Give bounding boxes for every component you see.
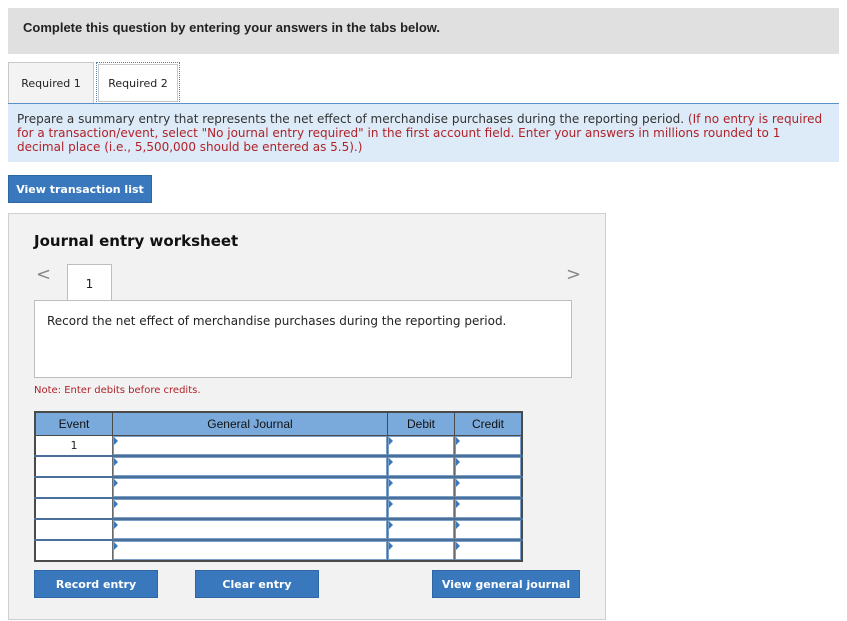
clear-entry-button[interactable]: Clear entry — [195, 570, 319, 598]
debit-input[interactable] — [388, 456, 455, 477]
worksheet-page-tab[interactable]: 1 — [67, 264, 112, 302]
instructions-box — [8, 104, 839, 162]
instructions-note: (If no entry is required for a transaction/event, select "No journal entry required" in the first account field. Enter your answers in millions rounded to 1 decimal place (i.e., 5,500,000 should be entered as 5.5).) — [17, 112, 823, 154]
instruction-banner: Complete this question by entering your answers in the tabs below. — [8, 8, 839, 54]
event-cell — [35, 498, 113, 519]
table-row — [35, 519, 522, 540]
credit-input[interactable] — [455, 519, 523, 540]
credit-input[interactable] — [455, 498, 523, 519]
event-cell: 1 — [35, 436, 113, 457]
entry-description: Record the net effect of merchandise purchases during the reporting period. — [34, 300, 572, 378]
account-input[interactable] — [113, 498, 388, 519]
credit-input[interactable] — [455, 456, 523, 477]
event-cell — [35, 477, 113, 498]
table-row — [35, 498, 522, 519]
account-input[interactable] — [113, 519, 388, 540]
chevron-right-icon[interactable]: > — [566, 264, 582, 285]
table-row — [35, 456, 522, 477]
debits-note: Note: Enter debits before credits. — [34, 385, 201, 396]
credit-input[interactable] — [455, 540, 523, 561]
view-transaction-list-button[interactable]: View transaction list — [8, 175, 152, 203]
debit-input[interactable] — [388, 519, 455, 540]
header-general-journal: General Journal — [113, 412, 388, 436]
account-input[interactable] — [113, 477, 388, 498]
event-cell — [35, 519, 113, 540]
table-row — [35, 436, 522, 457]
debit-input[interactable] — [388, 436, 455, 457]
instructions-text: Prepare a summary entry that represents the net effect of merchandise purchases during the reporting period. — [17, 112, 685, 126]
account-input[interactable] — [113, 436, 388, 457]
table-row — [35, 477, 522, 498]
credit-input[interactable] — [455, 477, 523, 498]
event-cell — [35, 540, 113, 561]
journal-table — [34, 411, 523, 562]
worksheet-title: Journal entry worksheet — [34, 232, 239, 250]
view-general-journal-button[interactable]: View general journal — [432, 570, 580, 598]
chevron-left-icon[interactable]: < — [36, 264, 52, 285]
tab-required-2[interactable]: Required 2 — [96, 62, 180, 104]
debit-input[interactable] — [388, 540, 455, 561]
header-credit: Credit — [455, 412, 523, 436]
header-debit: Debit — [388, 412, 455, 436]
header-event: Event — [35, 412, 113, 436]
account-input[interactable] — [113, 540, 388, 561]
tab-required-1[interactable]: Required 1 — [8, 62, 94, 104]
journal-entry-worksheet-panel — [8, 213, 606, 620]
account-input[interactable] — [113, 456, 388, 477]
event-cell — [35, 456, 113, 477]
debit-input[interactable] — [388, 498, 455, 519]
table-row — [35, 540, 522, 561]
record-entry-button[interactable]: Record entry — [34, 570, 158, 598]
debit-input[interactable] — [388, 477, 455, 498]
credit-input[interactable] — [455, 436, 523, 457]
